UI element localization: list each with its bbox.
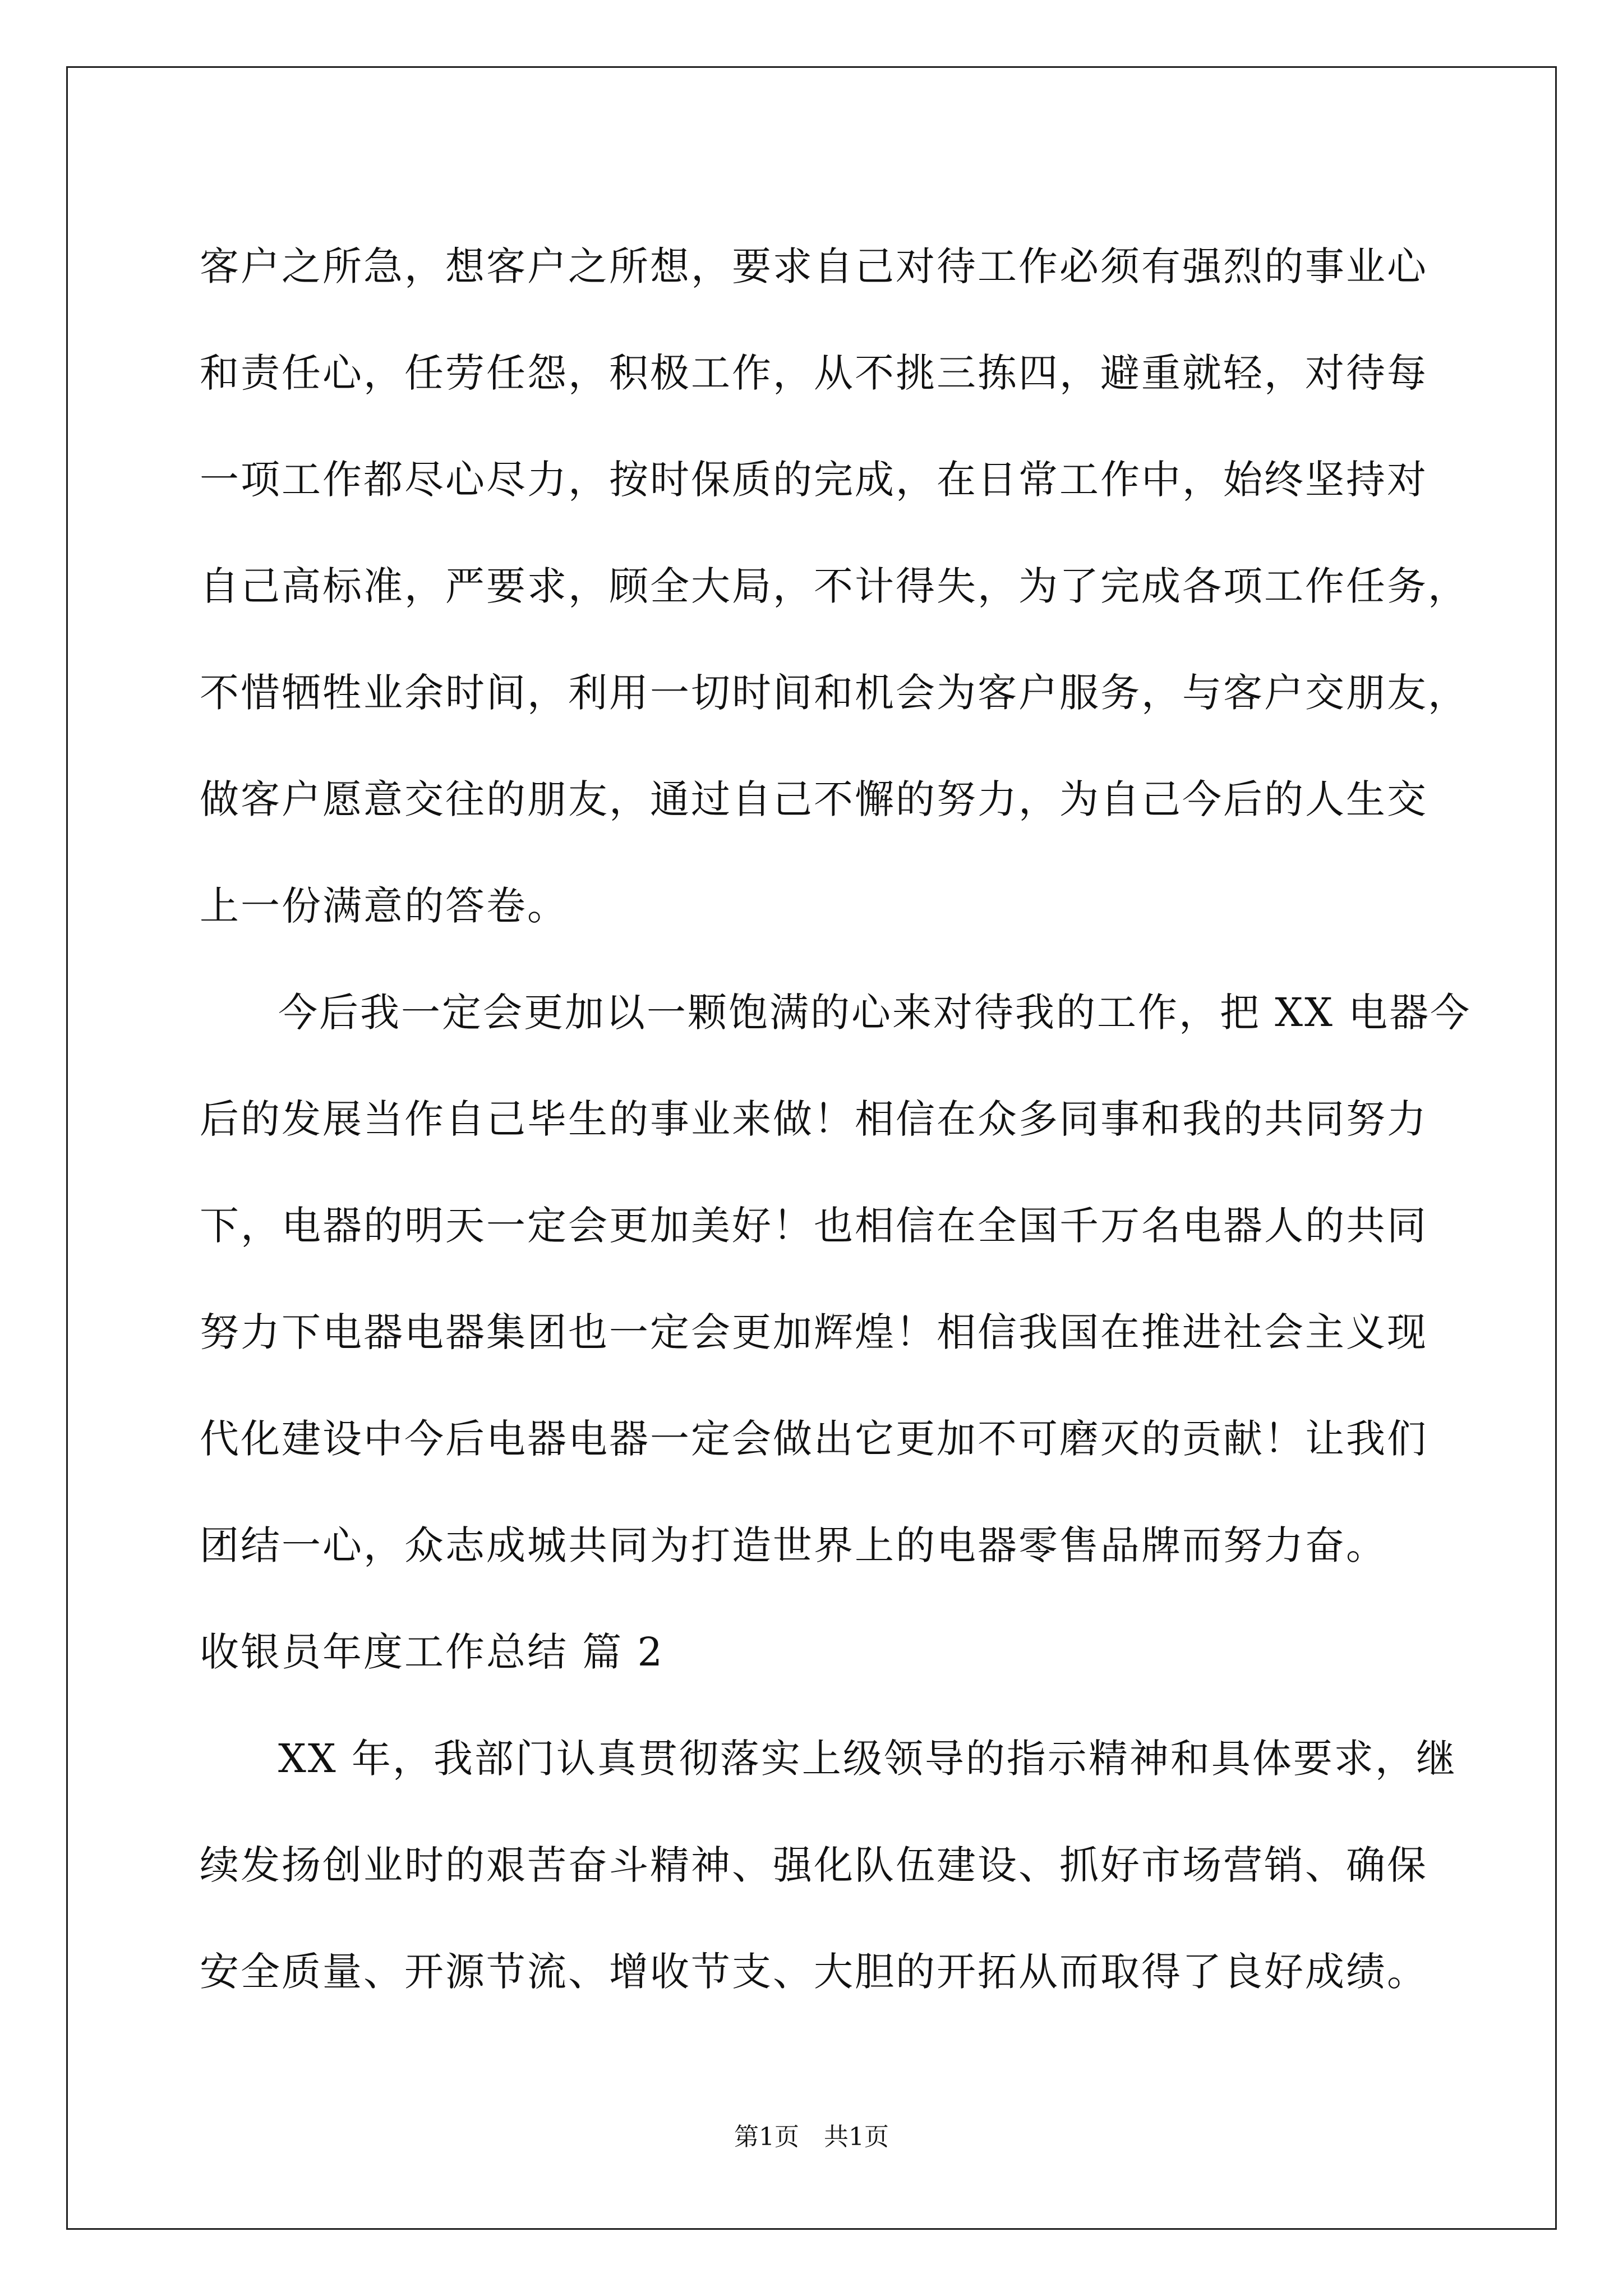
paragraph-line: 后的发展当作自己毕生的事业来做！相信在众多同事和我的共同努力 [200,1096,1428,1142]
paragraph-line: 自己高标准，严要求，顾全大局，不计得失，为了完成各项工作任务， [200,563,1469,609]
paragraph-line: 续发扬创业时的艰苦奋斗精神、强化队伍建设、抓好市场营销、确保 [200,1842,1428,1888]
paragraph-line: 努力下电器电器集团也一定会更加辉煌！相信我国在推进社会主义现 [200,1309,1428,1355]
paragraph-line: 安全质量、开源节流、增收节支、大胆的开拓从而取得了良好成绩。 [200,1949,1428,1995]
document-body [200,213,1472,2025]
paragraph-line: 代化建设中今后电器电器一定会做出它更加不可磨灭的贡献！让我们 [200,1416,1428,1462]
paragraph-line: 做客户愿意交往的朋友，通过自己不懈的努力，为自己今后的人生交 [200,776,1428,822]
paragraph-line: 下，电器的明天一定会更加美好！也相信在全国千万名电器人的共同 [200,1203,1428,1249]
paragraph-line: 团结一心，众志成城共同为打造世界上的电器零售品牌而努力奋。 [200,1522,1387,1568]
section-heading: 收银员年度工作总结 篇 2 [200,1629,665,1675]
paragraph-line: 今后我一定会更加以一颗饱满的心来对待我的工作，把 XX 电器今 [278,990,1472,1036]
paragraph-line: 上一份满意的答卷。 [200,883,568,929]
paragraph-line: 不惜牺牲业余时间，利用一切时间和机会为客户服务，与客户交朋友， [200,670,1469,716]
paragraph-line: 和责任心，任劳任怨，积极工作，从不挑三拣四，避重就轻，对待每 [200,350,1428,396]
page-number-footer: 第1页 共1页 [734,2123,889,2151]
paragraph-line: 客户之所急，想客户之所想，要求自己对待工作必须有强烈的事业心 [200,243,1428,289]
paragraph-line: XX 年，我部门认真贯彻落实上级领导的指示精神和具体要求，继 [278,1736,1457,1782]
paragraph-line: 一项工作都尽心尽力，按时保质的完成，在日常工作中，始终坚持对 [200,457,1428,503]
